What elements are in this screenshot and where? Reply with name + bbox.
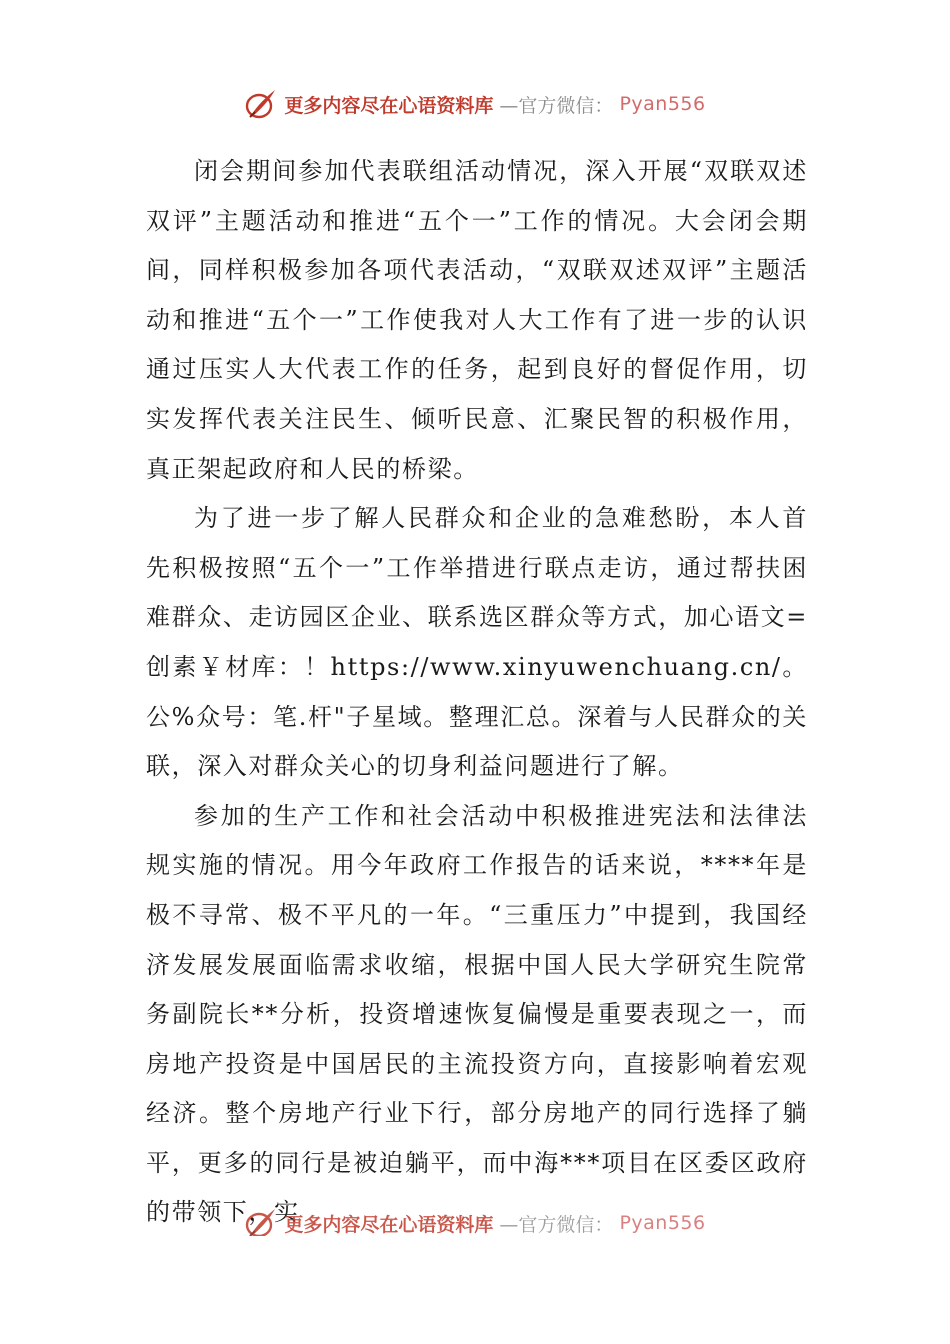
footer-watermark: [0, 1202, 950, 1236]
quill-pen-logo-icon: [244, 87, 278, 121]
paragraph-3: 参加的生产工作和社会活动中积极推进宪法和法律法规实施的情况。用今年政府工作报告的话来说，****年是极不寻常、极不平凡的一年。“三重压力”中提到，我国经济发展发展面临需求收缩，根据中国人民大学研究生院常务副院长**分析，投资增速恢复偏慢是重要表现之一，而房地产投资是中国居民的主流投资方向，直接影响着宏观经济。整个房地产行业下行，部分房地产的同行选择了躺平，更多的同行是被迫躺平，而中海***项目在区委区政府的带领下，实: [146, 801, 808, 1227]
watermark-library-name: 更多内容尽在心语资料库: [284, 1213, 494, 1236]
quill-pen-logo-icon: [244, 1206, 278, 1236]
watermark-wechat-label: —官方微信：: [499, 1213, 614, 1236]
watermark-wechat-id: Pyan556: [619, 1212, 706, 1234]
watermark-library-name: 更多内容尽在心语资料库: [284, 94, 494, 117]
watermark-wechat-label: —官方微信：: [499, 94, 614, 117]
paragraph-2: 为了进一步了解人民群众和企业的急难愁盼，本人首先积极按照“五个一”工作举措进行联点走访，通过帮扶困难群众、走访园区企业、联系选区群众等方式，加心语文=创素￥材库：！https://www.xinyuwenchuang.cn/。公%众号：笔.杆"子星域。整理汇总。深着与人民群众的关联，深入对群众关心的切身利益问题进行了解。: [146, 504, 808, 781]
paragraph-1: 闭会期间参加代表联组活动情况，深入开展“双联双述双评”主题活动和推进“五个一”工作的情况。大会闭会期间，同样积极参加各项代表活动，“双联双述双评”主题活动和推进“五个一”工作使我对人大工作有了进一步的认识通过压实人大代表工作的任务，起到良好的督促作用，切实发挥代表关注民生、倾听民意、汇聚民智的积极作用，真正架起政府和人民的桥梁。: [146, 157, 808, 483]
document-body: [146, 147, 808, 1238]
watermark-wechat-id: Pyan556: [619, 93, 706, 115]
header-watermark: [0, 84, 950, 124]
